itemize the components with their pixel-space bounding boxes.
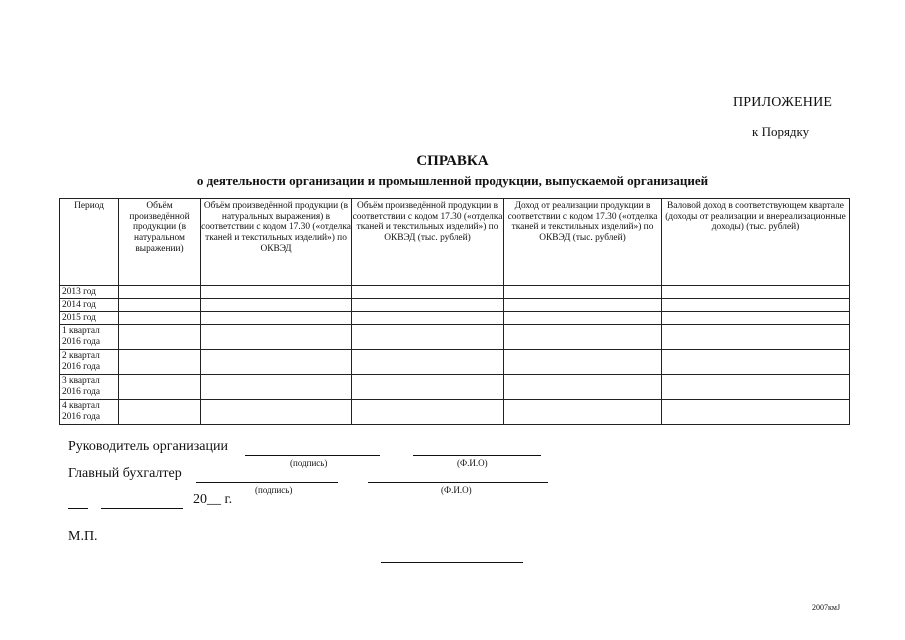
table-cell[interactable] bbox=[352, 299, 504, 312]
table-cell[interactable] bbox=[201, 286, 352, 299]
reference-table bbox=[59, 198, 850, 425]
col-header-sales-income: Доход от реализации продукции в соответствии с кодом 17.30 («отделка тканей и текстильных изделий») по ОКВЭД (тыс. рублей) bbox=[504, 199, 662, 286]
table-cell[interactable] bbox=[662, 286, 850, 299]
table-cell[interactable] bbox=[119, 299, 201, 312]
table-row bbox=[60, 350, 850, 375]
table-cell[interactable] bbox=[201, 350, 352, 375]
period-cell: 2 квартал 2016 года bbox=[60, 350, 119, 375]
date-month-line[interactable] bbox=[101, 508, 183, 509]
accountant-signature-line[interactable] bbox=[196, 482, 338, 483]
table-cell[interactable] bbox=[662, 299, 850, 312]
table-cell[interactable] bbox=[662, 350, 850, 375]
table-cell[interactable] bbox=[201, 325, 352, 350]
document-subtitle: о деятельности организации и промышленной продукции, выпускаемой организацией bbox=[196, 173, 709, 188]
table-cell[interactable] bbox=[504, 375, 662, 400]
period-cell: 2014 год bbox=[60, 299, 119, 312]
table-cell[interactable] bbox=[352, 286, 504, 299]
col-header-volume-rub: Объём произведённой продукции в соответствии с кодом 17.30 («отделка тканей и текстильных изделий») по ОКВЭД (тыс. рублей) bbox=[352, 199, 504, 286]
table-cell[interactable] bbox=[201, 400, 352, 425]
table-row bbox=[60, 375, 850, 400]
table-cell[interactable] bbox=[504, 350, 662, 375]
table-header-row bbox=[60, 199, 850, 286]
period-cell: 1 квартал 2016 года bbox=[60, 325, 119, 350]
table-cell[interactable] bbox=[119, 400, 201, 425]
footer-code: 2007кмJ bbox=[812, 603, 841, 612]
table-cell[interactable] bbox=[352, 350, 504, 375]
table-cell[interactable] bbox=[352, 400, 504, 425]
table-cell[interactable] bbox=[662, 400, 850, 425]
table-cell[interactable] bbox=[662, 325, 850, 350]
table-cell[interactable] bbox=[119, 286, 201, 299]
accountant-name-caption: (Ф.И.О) bbox=[441, 485, 472, 495]
table-cell[interactable] bbox=[352, 375, 504, 400]
table-cell[interactable] bbox=[352, 325, 504, 350]
table-cell[interactable] bbox=[504, 400, 662, 425]
table-cell[interactable] bbox=[119, 375, 201, 400]
table-cell[interactable] bbox=[504, 286, 662, 299]
document-title: СПРАВКА bbox=[416, 153, 489, 169]
accountant-label: Главный бухгалтер bbox=[68, 466, 182, 481]
table-cell[interactable] bbox=[662, 375, 850, 400]
table-cell[interactable] bbox=[201, 299, 352, 312]
accountant-name-line[interactable] bbox=[368, 482, 548, 483]
col-header-period: Период bbox=[60, 199, 119, 286]
order-reference: к Порядку bbox=[752, 124, 810, 139]
head-name-caption: (Ф.И.О) bbox=[457, 458, 488, 468]
col-header-natural-volume-code: Объём произведённой продукции (в натуральных выражения) в соответствии с кодом 17.30 («отделка тканей и текстильных изделий») по ОКВЭД bbox=[201, 199, 352, 286]
table-cell[interactable] bbox=[201, 375, 352, 400]
period-cell: 3 квартал 2016 года bbox=[60, 375, 119, 400]
date-day-line[interactable] bbox=[68, 508, 88, 509]
table-cell[interactable] bbox=[201, 312, 352, 325]
stamp-line bbox=[381, 562, 523, 563]
col-header-gross-income: Валовой доход в соответствующем квартале (доходы от реализации и внереализационные доходы) (тыс. рублей) bbox=[662, 199, 850, 286]
period-cell: 2015 год bbox=[60, 312, 119, 325]
period-cell: 4 квартал 2016 года bbox=[60, 400, 119, 425]
table-cell[interactable] bbox=[662, 312, 850, 325]
stamp-label: М.П. bbox=[68, 529, 98, 544]
table-row bbox=[60, 400, 850, 425]
table-row bbox=[60, 286, 850, 299]
appendix-label: ПРИЛОЖЕНИЕ bbox=[733, 95, 833, 110]
table-cell[interactable] bbox=[119, 350, 201, 375]
head-name-line[interactable] bbox=[413, 455, 541, 456]
period-cell: 2013 год bbox=[60, 286, 119, 299]
table-cell[interactable] bbox=[504, 299, 662, 312]
head-sign-caption: (подпись) bbox=[290, 458, 328, 468]
table-cell[interactable] bbox=[119, 325, 201, 350]
table-row bbox=[60, 299, 850, 312]
table-cell[interactable] bbox=[504, 325, 662, 350]
head-label: Руководитель организации bbox=[68, 439, 228, 454]
date-year: 20__ г. bbox=[193, 492, 233, 507]
table-cell[interactable] bbox=[119, 312, 201, 325]
table-cell[interactable] bbox=[504, 312, 662, 325]
col-header-natural-volume: Объём произведённой продукции (в натуральном выражении) bbox=[119, 199, 201, 286]
head-signature-line[interactable] bbox=[245, 455, 380, 456]
table-row bbox=[60, 325, 850, 350]
table-row bbox=[60, 312, 850, 325]
table-cell[interactable] bbox=[352, 312, 504, 325]
accountant-sign-caption: (подпись) bbox=[255, 485, 293, 495]
